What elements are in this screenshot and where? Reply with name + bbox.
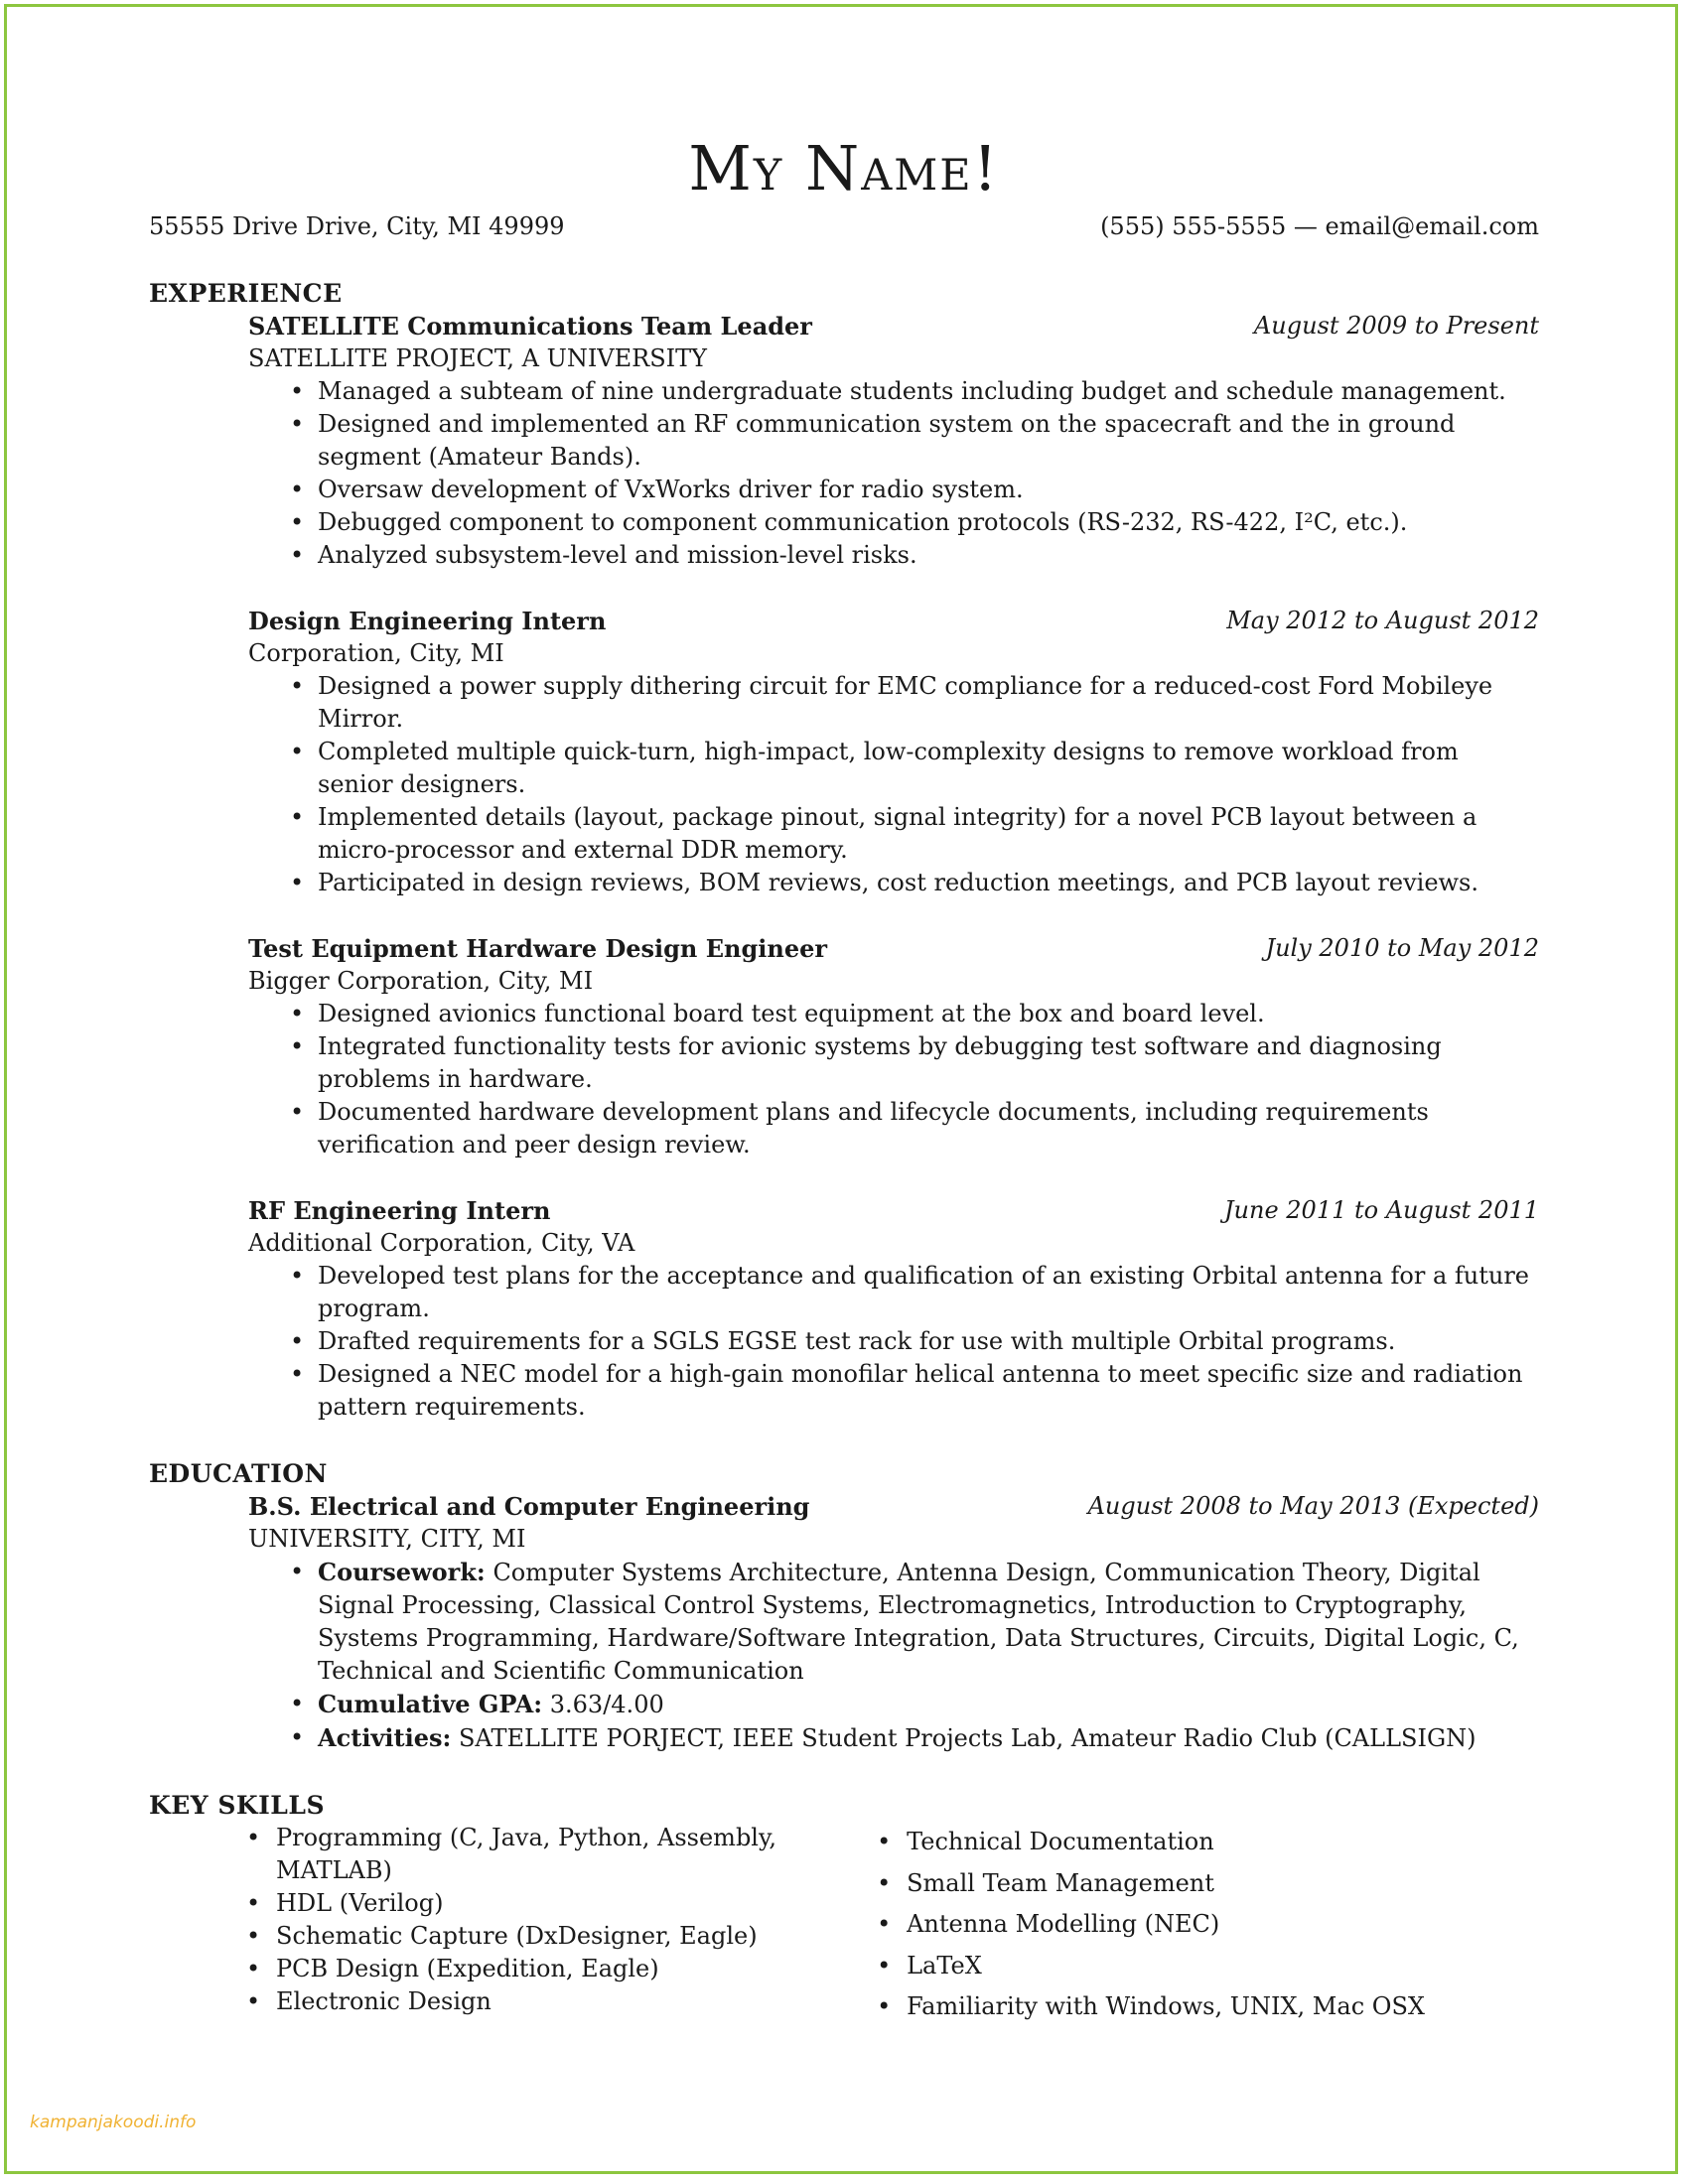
gpa-label: Cumulative GPA: xyxy=(318,1690,543,1718)
job-dates: June 2011 to August 2011 xyxy=(1223,1196,1539,1224)
list-item: • Drafted requirements for a SGLS EGSE test rack for use with multiple Orbital programs. xyxy=(318,1325,1539,1358)
experience-bullets xyxy=(248,998,1539,1161)
experience-bullets xyxy=(248,670,1539,899)
list-item: • Oversaw development of VxWorks driver for radio system. xyxy=(318,474,1539,506)
job-dates: July 2010 to May 2012 xyxy=(1265,934,1539,962)
section-title-education: EDUCATION xyxy=(149,1459,328,1488)
education-dates: August 2008 to May 2013 (Expected) xyxy=(1087,1492,1539,1520)
experience-header-row xyxy=(248,932,1539,965)
phone-email: (555) 555-5555 — email@email.com xyxy=(1100,212,1539,240)
list-item: • Implemented details (layout, package pinout, signal integrity) for a novel PCB layout between a micro-processor and external DDR memory. xyxy=(318,801,1539,867)
activities: SATELLITE PORJECT, IEEE Student Projects Lab, Amateur Radio Club (CALLSIGN) xyxy=(458,1724,1477,1752)
experience-header-row xyxy=(248,605,1539,637)
list-item: • Managed a subteam of nine undergraduate students including budget and schedule management. xyxy=(318,375,1539,408)
list-item: • Integrated functionality tests for avionic systems by debugging test software and diagnosing problems in hardware. xyxy=(318,1030,1539,1096)
list-item: • Participated in design reviews, BOM reviews, cost reduction meetings, and PCB layout reviews. xyxy=(318,867,1539,899)
section-title-skills: KEY SKILLS xyxy=(149,1791,326,1820)
list-item: • Designed a power supply dithering circuit for EMC compliance for a reduced-cost Ford Mobileye Mirror. xyxy=(318,670,1539,736)
skill-item: • Small Team Management xyxy=(907,1863,1539,1905)
skill-item: • LaTeX xyxy=(907,1946,1539,1987)
skills-column-2 xyxy=(869,1822,1539,2028)
job-dates: August 2009 to Present xyxy=(1253,312,1539,340)
experience-entry xyxy=(248,310,1539,572)
experience-bullets xyxy=(248,375,1539,572)
skill-item: • Antenna Modelling (NEC) xyxy=(907,1904,1539,1946)
list-item xyxy=(318,1721,1539,1755)
coursework-label: Coursework: xyxy=(318,1558,486,1586)
experience-header-row xyxy=(248,310,1539,342)
experience-entry xyxy=(248,932,1539,1161)
skill-item: • HDL (Verilog) xyxy=(276,1887,829,1920)
list-item: • Developed test plans for the acceptance and qualification of an existing Orbital antenna for a future program. xyxy=(318,1260,1539,1325)
organization: SATELLITE PROJECT, A UNIVERSITY xyxy=(248,344,707,372)
contact-line xyxy=(149,210,1539,243)
experience-entry xyxy=(248,605,1539,899)
organization: Corporation, City, MI xyxy=(248,639,504,667)
job-dates: May 2012 to August 2012 xyxy=(1226,607,1539,634)
activities-label: Activities: xyxy=(318,1723,452,1752)
degree: B.S. Electrical and Computer Engineering xyxy=(248,1492,810,1521)
experience-bullets xyxy=(248,1260,1539,1424)
resume-name: My Name! xyxy=(688,132,1000,205)
skill-item: • Familiarity with Windows, UNIX, Mac OSX xyxy=(907,1986,1539,2028)
gpa: 3.63/4.00 xyxy=(549,1691,664,1718)
experience-list xyxy=(149,310,1539,1424)
coursework: Computer Systems Architecture, Antenna Design, Communication Theory, Digital Signal Processing, Classical Control Systems, Electromagnetics, Introduction to Cryptography, Systems Programming, Hardware/Software Integration, Data Structures, Circuits, Digital Logic, C, Technical and Scientific Communication xyxy=(318,1559,1519,1685)
list-item: • Designed and implemented an RF communication system on the spacecraft and the in ground segment (Amateur Bands). xyxy=(318,408,1539,474)
education-entry xyxy=(248,1490,1539,1755)
job-title: SATELLITE Communications Team Leader xyxy=(248,312,812,341)
list-item: • Analyzed subsystem-level and mission-level risks. xyxy=(318,539,1539,572)
list-item xyxy=(318,1688,1539,1721)
skill-item: • Schematic Capture (DxDesigner, Eagle) xyxy=(276,1920,829,1953)
skills-column-1 xyxy=(276,1822,869,2028)
list-item: • Debugged component to component communication protocols (RS-232, RS-422, I²C, etc.). xyxy=(318,506,1539,539)
job-title: RF Engineering Intern xyxy=(248,1196,551,1225)
list-item: • Designed a NEC model for a high-gain monofilar helical antenna to meet specific size and radiation pattern requirements. xyxy=(318,1358,1539,1424)
education-header-row xyxy=(248,1490,1539,1523)
skill-item: • Programming (C, Java, Python, Assembly, MATLAB) xyxy=(276,1822,829,1887)
experience-header-row xyxy=(248,1194,1539,1227)
job-title: Design Engineering Intern xyxy=(248,607,607,635)
job-title: Test Equipment Hardware Design Engineer xyxy=(248,934,828,963)
list-item: • Completed multiple quick-turn, high-impact, low-complexity designs to remove workload from senior designers. xyxy=(318,736,1539,801)
skill-item: • Electronic Design xyxy=(276,1985,829,2018)
skills-columns xyxy=(276,1822,1539,2028)
skill-item: • PCB Design (Expedition, Eagle) xyxy=(276,1953,829,1985)
watermark: kampanjakoodi.info xyxy=(30,2113,197,2132)
address: 55555 Drive Drive, City, MI 49999 xyxy=(149,212,565,240)
list-item xyxy=(318,1556,1539,1688)
section-title-experience: EXPERIENCE xyxy=(149,279,343,308)
skill-item: • Technical Documentation xyxy=(907,1822,1539,1863)
list-item: • Designed avionics functional board test equipment at the box and board level. xyxy=(318,998,1539,1030)
resume-page xyxy=(149,129,1539,2028)
organization: Bigger Corporation, City, MI xyxy=(248,967,594,995)
experience-entry xyxy=(248,1194,1539,1424)
list-item: • Documented hardware development plans and lifecycle documents, including requirements verification and peer design review. xyxy=(318,1096,1539,1161)
education-bullets xyxy=(248,1556,1539,1755)
school: UNIVERSITY, CITY, MI xyxy=(248,1525,526,1553)
organization: Additional Corporation, City, VA xyxy=(248,1229,635,1257)
